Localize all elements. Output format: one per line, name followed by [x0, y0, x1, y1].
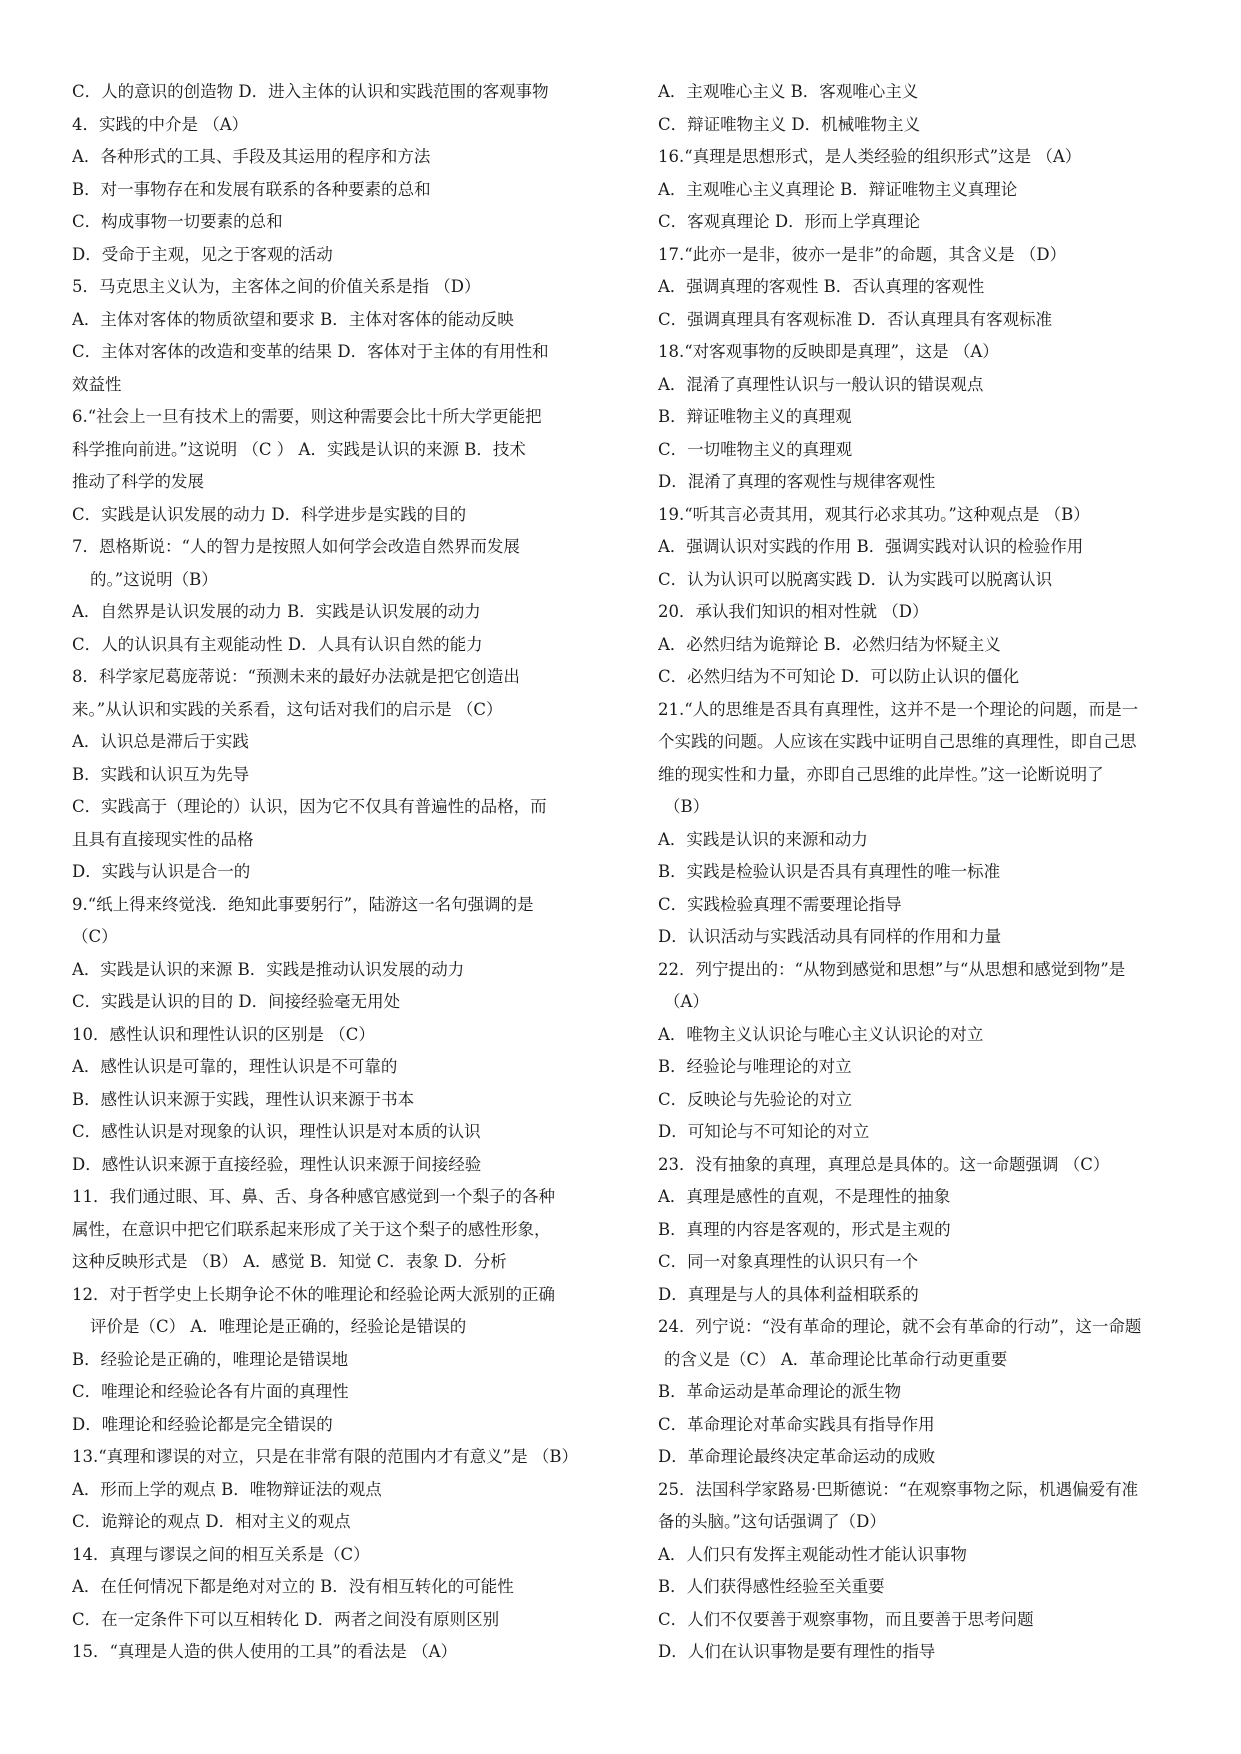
- text-line: D．真理是与人的具体利益相联系的: [658, 1284, 919, 1304]
- text-line: C．认为认识可以脱离实践 D．认为实践可以脱离认识: [658, 569, 1053, 589]
- text-line: 14．真理与谬误之间的相互关系是（C）: [72, 1544, 370, 1564]
- text-line: 17.“此亦一是非，彼亦一是非”的命题，其含义是 （D）: [658, 244, 1067, 264]
- text-line: A．唯物主义认识论与唯心主义认识论的对立: [658, 1024, 984, 1044]
- text-line: 维的现实性和力量，亦即自己思维的此岸性。”这一论断说明了: [658, 764, 1104, 784]
- text-line: 10．感性认识和理性认识的区别是 （C）: [72, 1024, 375, 1044]
- text-line: A．感性认识是可靠的，理性认识是不可靠的: [72, 1057, 398, 1076]
- text-line: D．受命于主观，见之于客观的活动: [72, 244, 333, 264]
- right-column: [658, 76, 1178, 1669]
- text-line: 23．没有抽象的真理，真理总是具体的。这一命题强调 （C）: [658, 1154, 1110, 1174]
- text-line: 评价是（C） A．唯理论是正确的，经验论是错误的: [90, 1317, 467, 1336]
- text-line: 5．马克思主义认为，主客体之间的价值关系是指 （D）: [72, 277, 481, 296]
- text-line: B．感性认识来源于实践，理性认识来源于书本: [72, 1089, 415, 1109]
- text-line: A．实践是认识的来源 B．实践是推动认识发展的动力: [72, 959, 465, 979]
- text-line: B．人们获得感性经验至关重要: [658, 1577, 885, 1596]
- text-line: D．唯理论和经验论都是完全错误的: [72, 1414, 333, 1434]
- text-line: 来。”从认识和实践的关系看，这句话对我们的启示是 （C）: [72, 699, 503, 719]
- text-line: C．强调真理具有客观标准 D．否认真理具有客观标准: [658, 309, 1053, 329]
- text-line: 属性，在意识中把它们联系起来形成了关于这个梨子的感性形象，: [72, 1219, 551, 1239]
- text-line: 20．承认我们知识的相对性就 （D）: [658, 602, 929, 621]
- text-line: A．混淆了真理性认识与一般认识的错误观点: [658, 374, 984, 394]
- text-line: 推动了科学的发展: [72, 472, 204, 491]
- text-line: C．辩证唯物主义 D．机械唯物主义: [658, 114, 921, 134]
- text-line: 效益性: [72, 374, 122, 394]
- text-line: 这种反映形式是 （B） A．感觉 B．知觉 C．表象 D．分析: [72, 1252, 507, 1271]
- text-line: C．人的意识的创造物 D．进入主体的认识和实践范围的客观事物: [72, 82, 549, 101]
- left-column: [72, 76, 607, 1669]
- text-line: B．实践是检验认识是否具有真理性的唯一标准: [658, 862, 1001, 881]
- text-line: 13.“真理和谬误的对立，只是在非常有限的范围内才有意义”是 （B）: [72, 1447, 578, 1466]
- text-line: D．革命理论最终决定革命运动的成败: [658, 1447, 936, 1466]
- text-line: 25．法国科学家路易·巴斯德说：“在观察事物之际，机遇偏爱有准: [658, 1479, 1139, 1499]
- text-line: 24．列宁说：“没有革命的理论，就不会有革命的行动”，这一命题: [658, 1317, 1142, 1336]
- text-line: C．感性认识是对现象的认识，理性认识是对本质的认识: [72, 1122, 481, 1141]
- text-line: A．主观唯心主义 B．客观唯心主义: [658, 82, 919, 101]
- text-line: 6.“社会上一旦有技术上的需要，则这种需要会比十所大学更能把: [72, 407, 542, 426]
- text-line: （C）: [72, 927, 118, 946]
- text-line: A．自然界是认识发展的动力 B．实践是认识发展的动力: [72, 602, 481, 621]
- text-line: （B）: [664, 797, 710, 816]
- text-line: C．实践检验真理不需要理论指导: [658, 894, 902, 914]
- text-line: C．人们不仅要善于观察事物，而且要善于思考问题: [658, 1609, 1034, 1629]
- text-line: 的。”这说明（B）: [90, 569, 218, 589]
- text-line: D．感性认识来源于直接经验，理性认识来源于间接经验: [72, 1154, 482, 1174]
- text-line: C．实践是认识发展的动力 D．科学进步是实践的目的: [72, 504, 467, 524]
- text-line: 9.“纸上得来终觉浅．绝知此事要躬行”，陆游这一名句强调的是: [72, 894, 534, 914]
- text-line: 7．恩格斯说：“人的智力是按照人如何学会改造自然界而发展: [72, 537, 520, 556]
- text-line: 12．对于哲学史上长期争论不休的唯理论和经验论两大派别的正确: [72, 1284, 555, 1304]
- text-line: B．辩证唯物主义的真理观: [658, 407, 852, 426]
- text-line: C．客观真理论 D．形而上学真理论: [658, 212, 921, 231]
- text-line: C．在一定条件下可以互相转化 D．两者之间没有原则区别: [72, 1609, 500, 1629]
- text-line: A．真理是感性的直观，不是理性的抽象: [658, 1187, 951, 1206]
- text-line: B．真理的内容是客观的，形式是主观的: [658, 1219, 951, 1239]
- text-line: C．反映论与先验论的对立: [658, 1089, 853, 1109]
- text-line: 18.“对客观事物的反映即是真理”，这是 （A）: [658, 342, 999, 361]
- text-line: 且具有直接现实性的品格: [72, 829, 254, 849]
- text-line: 4．实践的中介是 （A）: [72, 114, 249, 134]
- text-line: 8．科学家尼葛庞蒂说：“预测未来的最好办法就是把它创造出: [72, 667, 520, 686]
- text-line: C．人的认识具有主观能动性 D．人具有认识自然的能力: [72, 634, 483, 654]
- text-line: B．实践和认识互为先导: [72, 764, 250, 784]
- text-line: C．一切唯物主义的真理观: [658, 439, 853, 459]
- text-line: B．对一事物存在和发展有联系的各种要素的总和: [72, 179, 431, 199]
- text-line: D．实践与认识是合一的: [72, 862, 251, 881]
- text-line: A．强调真理的客观性 B．否认真理的客观性: [658, 277, 985, 296]
- text-line: D．人们在认识事物是要有理性的指导: [658, 1642, 936, 1661]
- text-line: B．革命运动是革命理论的派生物: [658, 1382, 902, 1401]
- text-line: D．可知论与不可知论的对立: [658, 1122, 870, 1141]
- text-line: A．各种形式的工具、手段及其运用的程序和方法: [72, 147, 431, 166]
- text-line: A．形而上学的观点 B．唯物辩证法的观点: [72, 1479, 382, 1499]
- text-line: 个实践的问题。人应该在实践中证明自己思维的真理性，即自己思: [658, 732, 1137, 751]
- text-line: A．主观唯心主义真理论 B．辩证唯物主义真理论: [658, 179, 1018, 199]
- text-line: C．构成事物一切要素的总和: [72, 212, 283, 231]
- text-line: A．必然归结为诡辩论 B．必然归结为怀疑主义: [658, 634, 1001, 654]
- text-line: C．实践高于（理论的）认识，因为它不仅具有普遍性的品格，而: [72, 797, 547, 816]
- text-line: （A）: [664, 992, 709, 1011]
- text-line: A．主体对客体的物质欲望和要求 B．主体对客体的能动反映: [72, 309, 514, 329]
- text-line: 备的头脑。”这句话强调了（D）: [658, 1512, 886, 1531]
- text-line: D．认识活动与实践活动具有同样的作用和力量: [658, 927, 1002, 946]
- text-line: C．必然归结为不可知论 D．可以防止认识的僵化: [658, 667, 1020, 686]
- text-line: A．在任何情况下都是绝对对立的 B．没有相互转化的可能性: [72, 1577, 514, 1596]
- text-line: A．实践是认识的来源和动力: [658, 829, 868, 849]
- text-line: 科学推向前进。”这说明 （C ） A．实践是认识的来源 B．技术: [72, 439, 526, 459]
- text-line: C．诡辩论的观点 D．相对主义的观点: [72, 1512, 351, 1531]
- text-line: C．主体对客体的改造和变革的结果 D．客体对于主体的有用性和: [72, 342, 549, 361]
- text-line: 的含义是（C） A．革命理论比革命行动更重要: [664, 1349, 1008, 1369]
- text-line: A．人们只有发挥主观能动性才能认识事物: [658, 1544, 967, 1564]
- text-line: 22．列宁提出的：“从物到感觉和思想”与“从思想和感觉到物”是: [658, 959, 1126, 979]
- text-line: C．同一对象真理性的认识只有一个: [658, 1252, 919, 1271]
- text-line: A．认识总是滞后于实践: [72, 732, 249, 751]
- text-line: 21.“人的思维是否具有真理性，这并不是一个理论的问题，而是一: [658, 699, 1139, 719]
- text-line: A．强调认识对实践的作用 B．强调实践对认识的检验作用: [658, 537, 1084, 556]
- text-line: B．经验论是正确的，唯理论是错误地: [72, 1349, 349, 1369]
- text-line: 19.“听其言必责其用，观其行必求其功。”这种观点是 （B）: [658, 504, 1090, 524]
- text-line: C．革命理论对革命实践具有指导作用: [658, 1414, 935, 1434]
- text-line: C．唯理论和经验论各有片面的真理性: [72, 1382, 349, 1401]
- text-line: D．混淆了真理的客观性与规律客观性: [658, 472, 936, 491]
- text-line: C．实践是认识的目的 D．间接经验毫无用处: [72, 992, 401, 1011]
- text-line: 16.“真理是思想形式，是人类经验的组织形式”这是 （A）: [658, 147, 1082, 166]
- text-line: 11．我们通过眼、耳、鼻、舌、身各种感官感觉到一个梨子的各种: [72, 1187, 555, 1206]
- text-line: 15．“真理是人造的供人使用的工具”的看法是 （A）: [72, 1642, 458, 1661]
- text-line: B．经验论与唯理论的对立: [658, 1057, 852, 1076]
